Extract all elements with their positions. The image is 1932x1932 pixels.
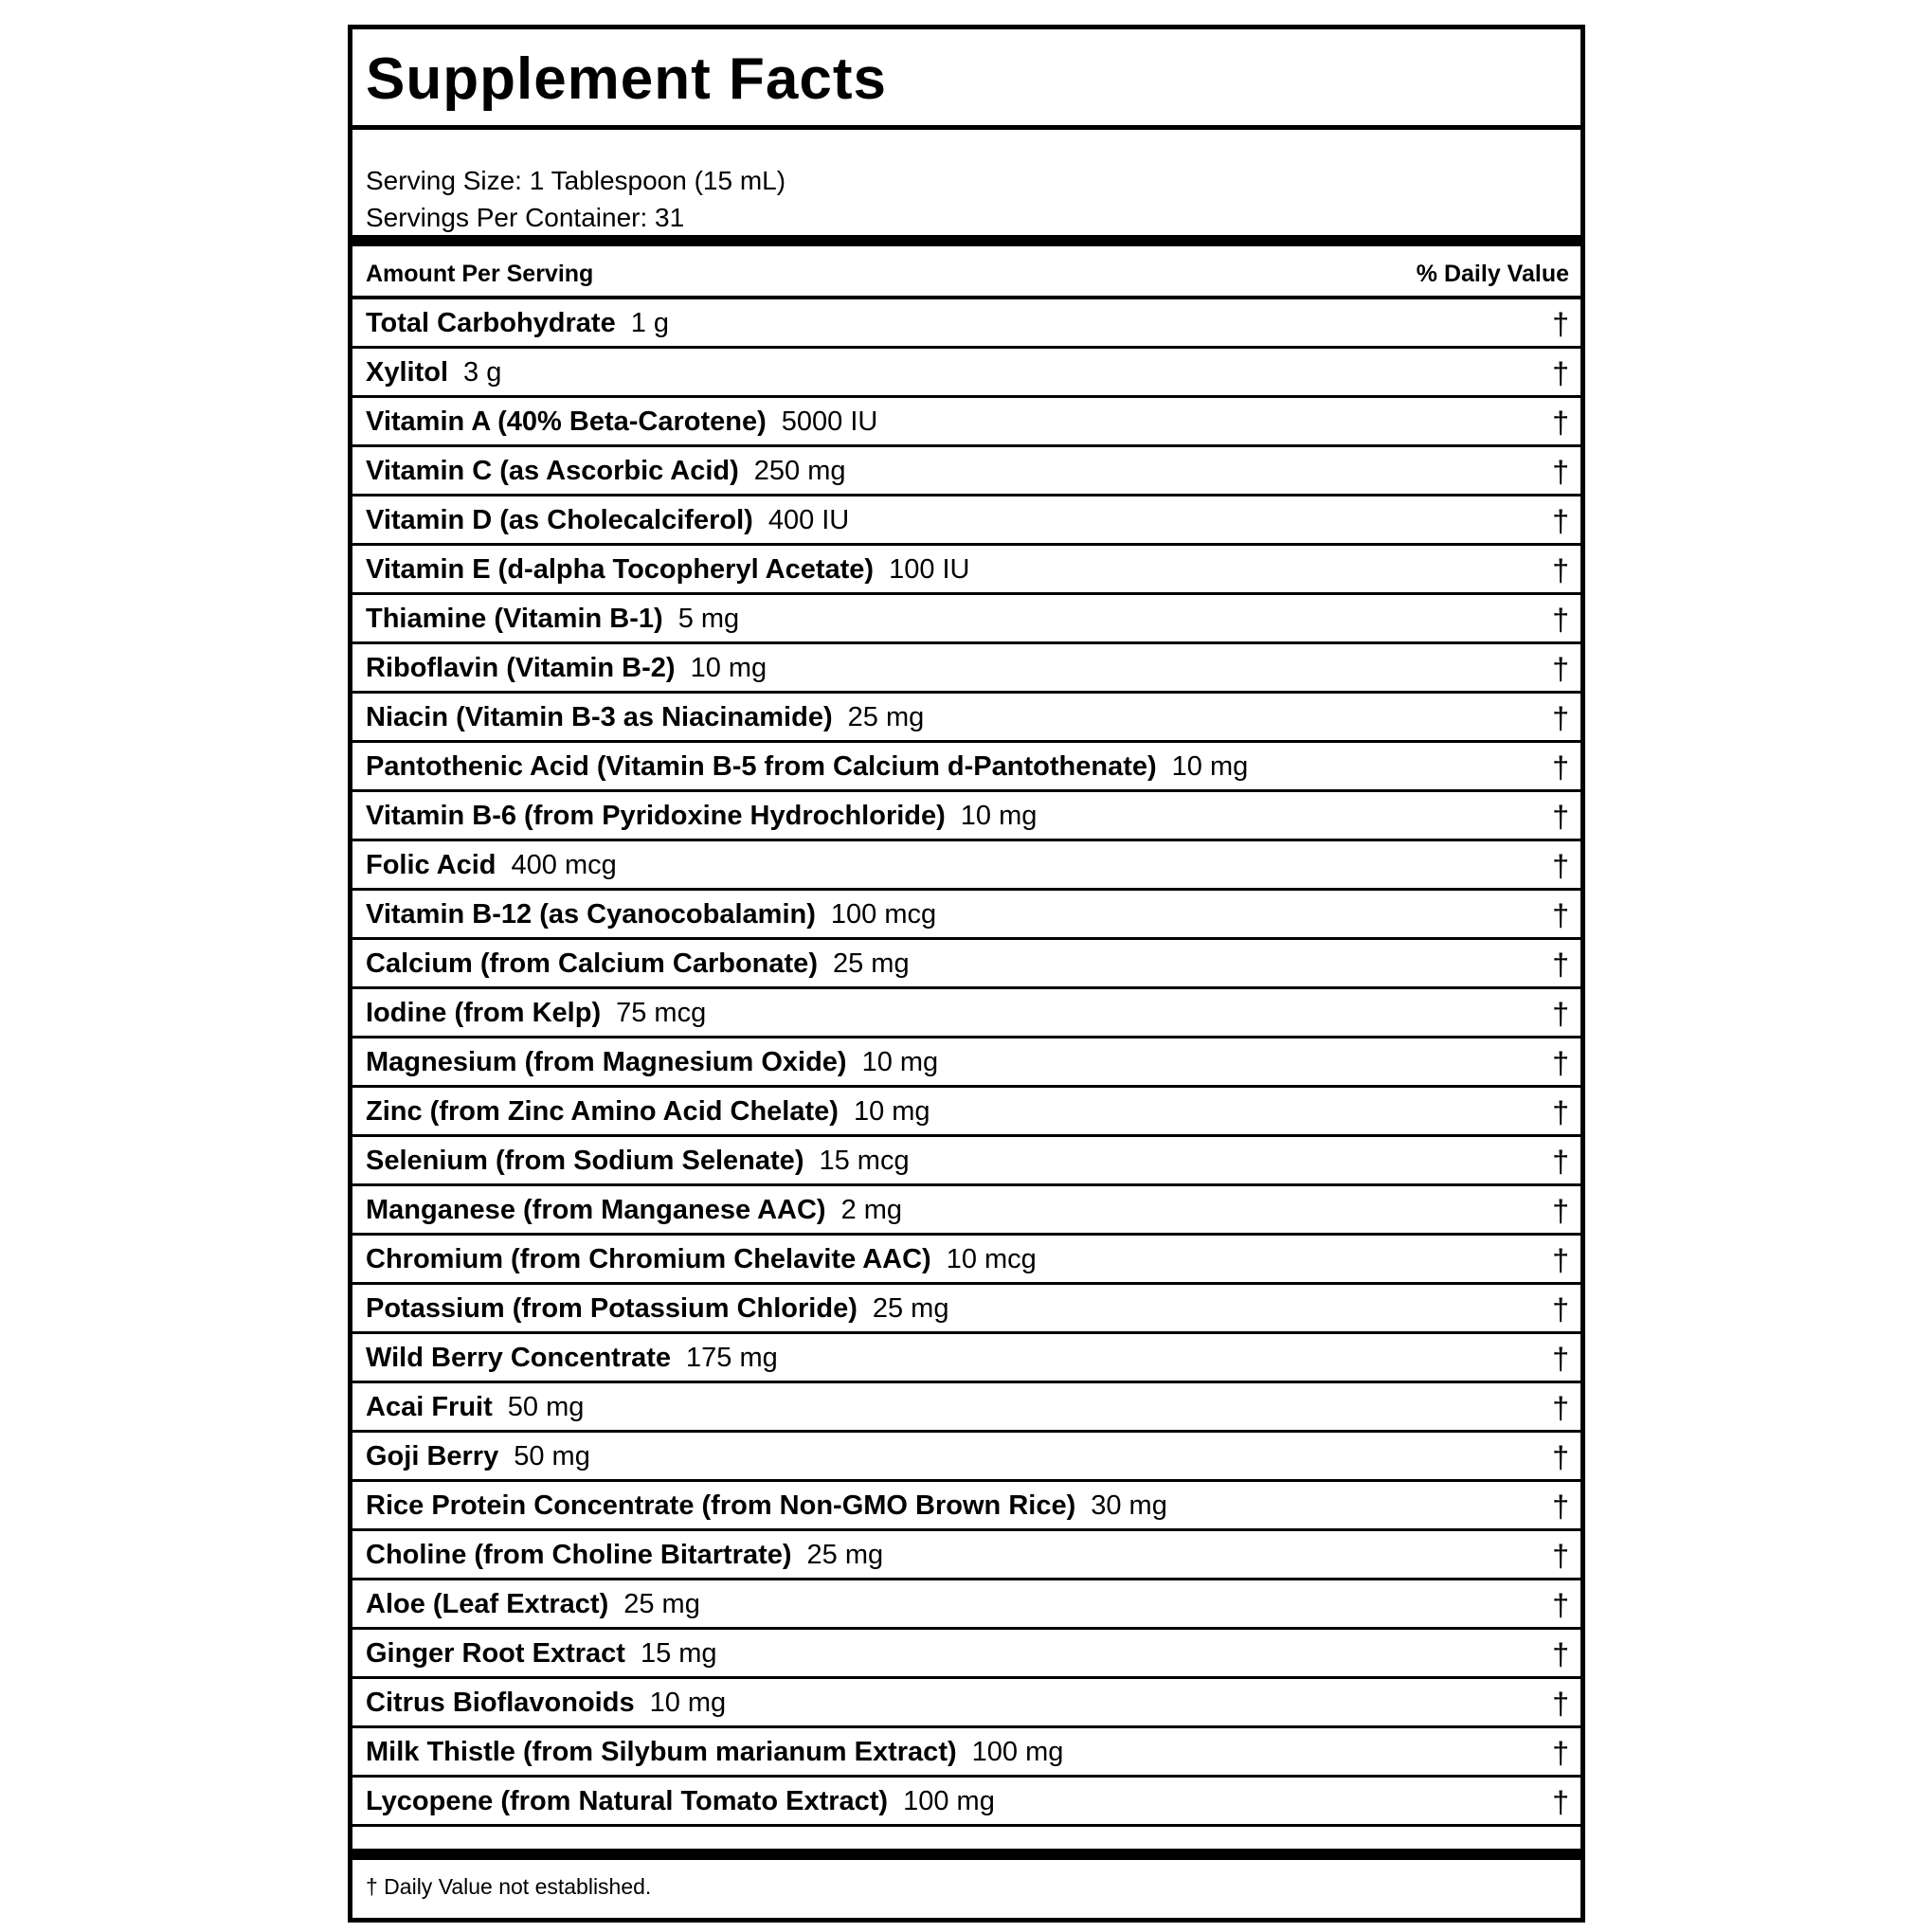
nutrient-row: [352, 1088, 1580, 1137]
amount-per-serving-header: Amount Per Serving: [366, 261, 594, 287]
daily-value-dagger: †: [1552, 1243, 1569, 1277]
nutrient-label: Calcium (from Calcium Carbonate): [366, 948, 818, 979]
nutrient-name: [366, 357, 501, 388]
nutrient-row: [352, 1236, 1580, 1285]
nutrient-label: Total Carbohydrate: [366, 308, 616, 338]
daily-value-dagger: †: [1552, 948, 1569, 982]
nutrient-row: [352, 1778, 1580, 1827]
daily-value-dagger: †: [1552, 1785, 1569, 1819]
nutrient-label: Iodine (from Kelp): [366, 998, 602, 1028]
nutrient-amount: 3 g: [463, 357, 502, 388]
daily-value-dagger: †: [1552, 307, 1569, 341]
nutrient-label: Chromium (from Chromium Chelavite AAC): [366, 1244, 931, 1274]
daily-value-dagger: †: [1552, 356, 1569, 390]
nutrient-row: [352, 940, 1580, 989]
nutrient-name: [366, 1441, 590, 1472]
nutrient-row: [352, 694, 1580, 743]
nutrient-label: Ginger Root Extract: [366, 1638, 625, 1669]
nutrient-amount: 100 mcg: [830, 899, 937, 930]
nutrient-amount: 10 mg: [649, 1688, 727, 1718]
footnote: † Daily Value not established.: [366, 1874, 652, 1899]
panel-title: Supplement Facts: [366, 46, 887, 112]
nutrient-label: Vitamin D (as Cholecalciferol): [366, 505, 753, 535]
nutrient-name: [366, 1490, 1167, 1521]
nutrient-amount: 5 mg: [677, 604, 740, 634]
nutrient-label: Vitamin B-12 (as Cyanocobalamin): [366, 899, 816, 930]
nutrient-name: [366, 998, 706, 1028]
nutrient-label: Acai Fruit: [366, 1392, 493, 1422]
daily-value-dagger: †: [1552, 750, 1569, 785]
nutrient-row: [352, 1630, 1580, 1679]
serving-info: [352, 130, 1580, 246]
nutrient-row: [352, 743, 1580, 792]
daily-value-dagger: †: [1552, 1440, 1569, 1474]
nutrient-label: Magnesium (from Magnesium Oxide): [366, 1047, 847, 1077]
nutrient-name: [366, 1343, 778, 1373]
daily-value-dagger: †: [1552, 701, 1569, 735]
nutrient-amount: 175 mg: [686, 1343, 778, 1373]
daily-value-dagger: †: [1552, 1736, 1569, 1770]
nutrient-label: Goji Berry: [366, 1441, 499, 1472]
nutrient-name: [366, 1638, 717, 1669]
nutrient-name: [366, 1688, 726, 1718]
nutrient-label: Xylitol: [366, 357, 449, 388]
nutrient-label: Zinc (from Zinc Amino Acid Chelate): [366, 1096, 839, 1127]
nutrient-label: Choline (from Choline Bitartrate): [366, 1540, 792, 1570]
nutrient-name: [366, 702, 924, 732]
daily-value-dagger: †: [1552, 1095, 1569, 1129]
nutrient-name: [366, 1392, 584, 1422]
nutrient-amount: 30 mg: [1091, 1490, 1167, 1521]
nutrient-row: [352, 546, 1580, 595]
nutrient-amount: 100 mg: [903, 1786, 995, 1816]
nutrient-name: [366, 850, 617, 880]
nutrient-name: [366, 1589, 700, 1619]
nutrient-label: Wild Berry Concentrate: [366, 1343, 672, 1373]
bottom-divider: [352, 1849, 1580, 1860]
nutrient-amount: 25 mg: [872, 1293, 949, 1324]
nutrient-amount: 25 mg: [623, 1589, 700, 1619]
nutrient-row: [352, 1334, 1580, 1383]
nutrient-name: [366, 456, 846, 486]
daily-value-dagger: †: [1552, 504, 1569, 538]
daily-value-dagger: †: [1552, 849, 1569, 883]
nutrient-row: [352, 349, 1580, 398]
nutrient-name: [366, 1146, 910, 1176]
daily-value-dagger: †: [1552, 1342, 1569, 1376]
nutrient-amount: 100 mg: [971, 1737, 1064, 1767]
title-block: [352, 29, 1580, 130]
nutrient-row: [352, 644, 1580, 694]
nutrient-amount: 10 mg: [690, 653, 767, 683]
nutrient-amount: 25 mg: [832, 948, 910, 979]
nutrient-row: [352, 1038, 1580, 1088]
daily-value-header: % Daily Value: [1416, 261, 1569, 287]
nutrient-label: Vitamin E (d-alpha Tocopheryl Acetate): [366, 554, 875, 585]
nutrient-list: [352, 299, 1580, 1827]
daily-value-dagger: †: [1552, 652, 1569, 686]
nutrient-name: [366, 308, 669, 338]
nutrient-amount: 400 mcg: [511, 850, 617, 880]
nutrient-row: [352, 1531, 1580, 1580]
daily-value-dagger: †: [1552, 1637, 1569, 1671]
nutrient-row: [352, 299, 1580, 349]
nutrient-row: [352, 841, 1580, 891]
nutrient-name: [366, 505, 849, 535]
nutrient-amount: 1 g: [630, 308, 670, 338]
nutrient-row: [352, 497, 1580, 546]
nutrient-name: [366, 1737, 1063, 1767]
nutrient-label: Milk Thistle (from Silybum marianum Extract): [366, 1737, 957, 1767]
daily-value-dagger: †: [1552, 800, 1569, 834]
nutrient-row: [352, 1679, 1580, 1728]
nutrient-label: Riboflavin (Vitamin B-2): [366, 653, 676, 683]
nutrient-name: [366, 406, 877, 437]
nutrient-name: [366, 1293, 948, 1324]
nutrient-label: Vitamin C (as Ascorbic Acid): [366, 456, 739, 486]
daily-value-dagger: †: [1552, 1539, 1569, 1573]
nutrient-row: [352, 1285, 1580, 1334]
nutrient-name: [366, 948, 910, 979]
nutrient-amount: 10 mg: [861, 1047, 939, 1077]
nutrient-name: [366, 801, 1037, 831]
servings-per-container: Servings Per Container: 31: [366, 203, 685, 232]
nutrient-label: Selenium (from Sodium Selenate): [366, 1146, 804, 1176]
column-header-row: [352, 246, 1580, 299]
daily-value-dagger: †: [1552, 455, 1569, 489]
nutrient-amount: 250 mg: [753, 456, 846, 486]
nutrient-amount: 10 mcg: [946, 1244, 1037, 1274]
daily-value-dagger: †: [1552, 1588, 1569, 1622]
nutrient-amount: 10 mg: [1171, 751, 1249, 782]
nutrient-amount: 25 mg: [847, 702, 925, 732]
nutrient-name: [366, 1244, 1037, 1274]
nutrient-label: Vitamin B-6 (from Pyridoxine Hydrochloride): [366, 801, 946, 831]
supplement-facts-panel: [348, 25, 1585, 1923]
nutrient-name: [366, 1786, 995, 1816]
nutrient-row: [352, 1728, 1580, 1778]
daily-value-dagger: †: [1552, 898, 1569, 932]
nutrient-label: Aloe (Leaf Extract): [366, 1589, 609, 1619]
nutrient-amount: 25 mg: [806, 1540, 884, 1570]
nutrient-row: [352, 1137, 1580, 1186]
daily-value-dagger: †: [1552, 1687, 1569, 1721]
nutrient-amount: 50 mg: [507, 1392, 585, 1422]
nutrient-name: [366, 1047, 938, 1077]
nutrient-name: [366, 604, 739, 634]
nutrient-row: [352, 447, 1580, 497]
nutrient-amount: 100 IU: [889, 554, 970, 585]
daily-value-dagger: †: [1552, 1194, 1569, 1228]
nutrient-label: Folic Acid: [366, 850, 497, 880]
nutrient-amount: 2 mg: [840, 1195, 903, 1225]
nutrient-name: [366, 1540, 883, 1570]
nutrient-label: Manganese (from Manganese AAC): [366, 1195, 826, 1225]
daily-value-dagger: †: [1552, 1490, 1569, 1524]
nutrient-label: Pantothenic Acid (Vitamin B-5 from Calcium d-Pantothenate): [366, 751, 1157, 782]
nutrient-name: [366, 1096, 930, 1127]
nutrient-name: [366, 1195, 902, 1225]
nutrient-name: [366, 899, 936, 930]
nutrient-label: Thiamine (Vitamin B-1): [366, 604, 663, 634]
nutrient-label: Niacin (Vitamin B-3 as Niacinamide): [366, 702, 833, 732]
nutrient-row: [352, 1433, 1580, 1482]
nutrient-amount: 75 mcg: [616, 998, 707, 1028]
nutrient-amount: 10 mg: [960, 801, 1038, 831]
nutrient-amount: 15 mcg: [819, 1146, 910, 1176]
nutrient-label: Rice Protein Concentrate (from Non-GMO Brown Rice): [366, 1490, 1076, 1521]
daily-value-dagger: †: [1552, 1292, 1569, 1327]
serving-size: Serving Size: 1 Tablespoon (15 mL): [366, 166, 786, 195]
nutrient-row: [352, 989, 1580, 1038]
nutrient-label: Vitamin A (40% Beta-Carotene): [366, 406, 767, 437]
daily-value-dagger: †: [1552, 1145, 1569, 1179]
nutrient-row: [352, 1482, 1580, 1531]
nutrient-name: [366, 653, 767, 683]
daily-value-dagger: †: [1552, 1391, 1569, 1425]
nutrient-row: [352, 1580, 1580, 1630]
nutrient-row: [352, 891, 1580, 940]
daily-value-dagger: †: [1552, 553, 1569, 587]
nutrient-row: [352, 1186, 1580, 1236]
nutrient-amount: 10 mg: [853, 1096, 930, 1127]
nutrient-row: [352, 1383, 1580, 1433]
nutrient-amount: 50 mg: [514, 1441, 590, 1472]
nutrient-amount: 5000 IU: [781, 406, 878, 437]
nutrient-name: [366, 751, 1248, 782]
nutrient-amount: 400 IU: [767, 505, 850, 535]
nutrient-label: Lycopene (from Natural Tomato Extract): [366, 1786, 889, 1816]
nutrient-row: [352, 398, 1580, 447]
nutrient-amount: 15 mg: [640, 1638, 717, 1669]
nutrient-label: Potassium (from Potassium Chloride): [366, 1293, 858, 1324]
daily-value-dagger: †: [1552, 603, 1569, 637]
nutrient-row: [352, 792, 1580, 841]
daily-value-dagger: †: [1552, 406, 1569, 440]
nutrient-label: Citrus Bioflavonoids: [366, 1688, 635, 1718]
nutrient-row: [352, 595, 1580, 644]
daily-value-dagger: †: [1552, 997, 1569, 1031]
daily-value-dagger: †: [1552, 1046, 1569, 1080]
nutrient-name: [366, 554, 970, 585]
